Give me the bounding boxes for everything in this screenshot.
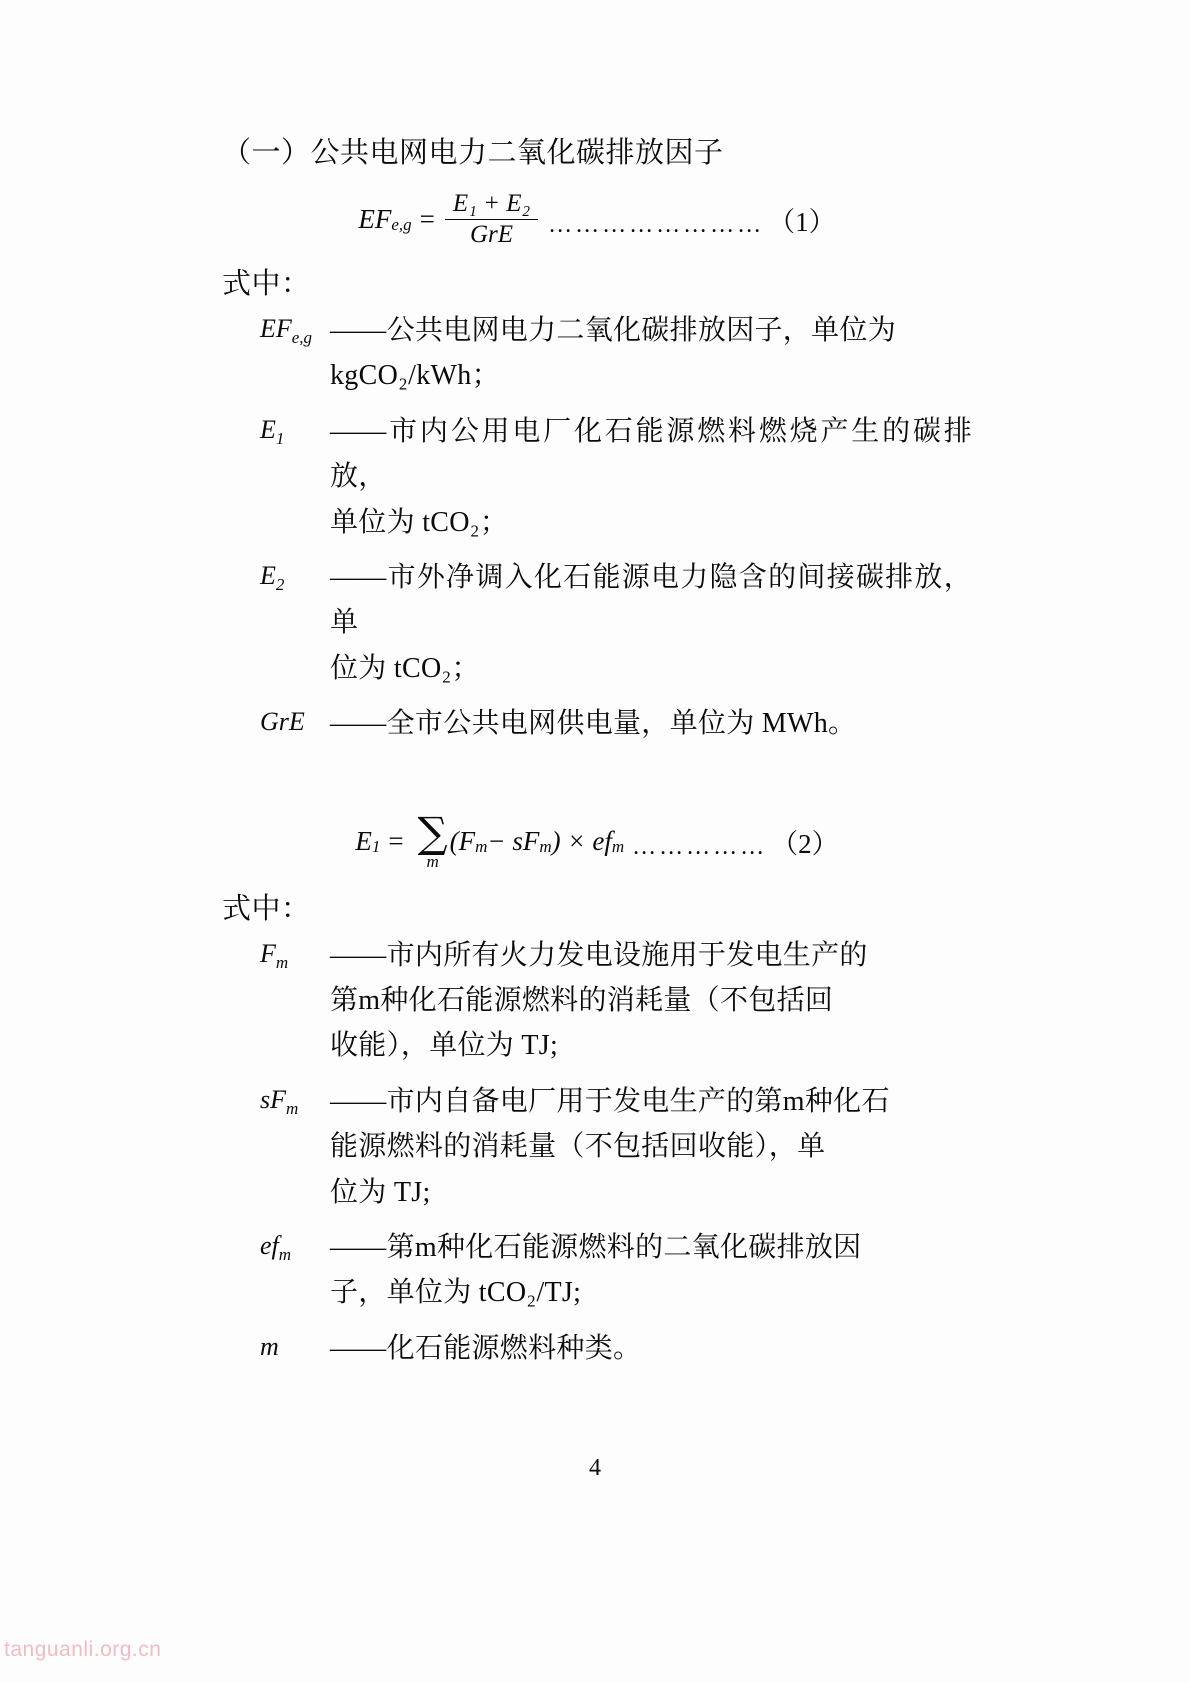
definition-symbol-subscript: m — [275, 952, 289, 972]
definition-text — [330, 308, 972, 399]
definition-symbol-main: E — [260, 414, 276, 444]
definition-text — [330, 701, 972, 746]
definition-symbol — [222, 555, 330, 597]
definition-text-line: ——全市公共电网供电量，单位为 MWh。 — [330, 707, 857, 739]
definition-symbol — [222, 1079, 330, 1121]
formula-2-number: （2） — [771, 828, 839, 859]
definition-item-fm — [222, 933, 972, 1069]
definition-symbol-main: m — [260, 1331, 279, 1361]
label-shizhong-1: 式中： — [222, 268, 311, 301]
formula-1-leader-dots: …………………… — [548, 211, 765, 238]
formula-1-denominator: GrE — [469, 221, 514, 249]
definition-symbol-subscript: 1 — [275, 428, 285, 448]
label-shizhong-2: 式中： — [222, 892, 311, 925]
definition-text — [330, 409, 972, 545]
definition-list-2 — [222, 933, 972, 1371]
definition-text-line: 单位为 tCO₂； — [330, 506, 509, 538]
definition-text-line: 能源燃料的消耗量（不包括回收能），单 — [330, 1131, 826, 1163]
sigma-glyph: ∑ — [417, 808, 448, 858]
definition-text-line: ——化石能源燃料种类。 — [330, 1332, 642, 1364]
formula-2-ef-subscript: m — [611, 837, 625, 857]
definition-item-gre — [222, 701, 972, 746]
definition-item-e1 — [222, 409, 972, 545]
definition-text-line: 子，单位为 tCO₂/TJ; — [330, 1277, 582, 1309]
definition-text-line: ——公共电网电力二氧化碳排放因子，单位为 — [330, 315, 897, 347]
formula-2-sub-2: m — [539, 837, 552, 857]
formula-1-equals: = — [419, 203, 435, 234]
summation-icon — [417, 808, 448, 871]
formula-2-minus: − sF — [487, 825, 540, 856]
definition-text — [330, 555, 972, 691]
definition-symbol-main: EF — [260, 314, 292, 344]
definition-text — [330, 933, 972, 1069]
page-number: 4 — [589, 1455, 601, 1481]
definition-symbol-subscript: m — [278, 1244, 292, 1264]
definition-symbol — [222, 1326, 330, 1368]
definition-symbol-subscript: m — [286, 1098, 299, 1118]
definition-symbol-main: E — [260, 560, 276, 590]
definition-item-efm — [222, 1225, 972, 1316]
definition-text-line: 收能），单位为 TJ; — [330, 1030, 559, 1062]
page-title: （一）公共电网电力二氧化碳排放因子 — [222, 137, 724, 169]
formula-1-number: （1） — [768, 206, 836, 237]
sigma-lower-limit: m — [426, 851, 439, 871]
definition-text-line: 位为 TJ; — [330, 1176, 431, 1208]
formula-2-sub-1: m — [475, 837, 488, 857]
formula-1-lhs: EF — [358, 203, 392, 234]
definition-symbol — [222, 701, 330, 743]
formula-2-ef: ef — [592, 825, 612, 856]
definition-item-m — [222, 1326, 972, 1371]
definition-item-efeg — [222, 308, 972, 399]
definition-symbol — [222, 1225, 330, 1267]
definition-symbol-subscript: e,g — [291, 328, 313, 348]
formula-2-lhs: E — [355, 825, 372, 856]
definition-text-line: kgCO₂/kWh； — [330, 360, 500, 392]
formula-2-expression — [355, 808, 625, 871]
definition-item-e2 — [222, 555, 972, 691]
definition-text-line: ——市外净调入化石能源电力隐含的间接碳排放，单 — [330, 561, 972, 639]
formula-2 — [222, 808, 972, 871]
formula-2-leader-dots: …………… — [632, 833, 768, 860]
definition-symbol — [222, 933, 330, 975]
definition-item-sfm — [222, 1079, 972, 1215]
definition-symbol-main: sF — [260, 1084, 286, 1114]
formula-2-close: ) × — [551, 825, 586, 856]
definition-text — [330, 1225, 972, 1316]
definition-symbol — [222, 409, 330, 451]
definition-symbol-main: GrE — [260, 706, 305, 736]
watermark: tanguanli.org.cn — [4, 1638, 162, 1661]
formula-2-open: (F — [449, 825, 476, 856]
definition-symbol — [222, 308, 330, 350]
definition-text-line: ——市内公用电厂化石能源燃料燃烧产生的碳排放， — [330, 415, 972, 493]
formula-1-numerator: E₁ + E₂ — [452, 189, 531, 217]
definition-text-line: ——市内自备电厂用于发电生产的第m种化石 — [330, 1085, 890, 1117]
formula-2-lhs-subscript: 1 — [371, 837, 381, 857]
definition-symbol-main: ef — [260, 1230, 279, 1260]
definition-text — [330, 1326, 972, 1371]
formula-1 — [222, 190, 972, 250]
formula-1-expression — [358, 190, 540, 250]
definition-text-line: ——第m种化石能源燃料的二氧化碳排放因 — [330, 1231, 862, 1263]
document-content — [222, 132, 972, 1381]
formula-1-fraction — [445, 190, 538, 250]
definition-symbol-subscript: 2 — [275, 574, 285, 594]
definition-text — [330, 1079, 972, 1215]
definition-symbol-main: F — [260, 938, 276, 968]
definition-text-line: 第m种化石能源燃料的消耗量（不包括回 — [330, 985, 834, 1017]
definition-text-line: ——市内所有火力发电设施用于发电生产的 — [330, 939, 868, 971]
definition-text-line: 位为 tCO₂； — [330, 652, 480, 684]
formula-2-equals: = — [388, 825, 404, 856]
definition-list-1 — [222, 308, 972, 746]
formula-1-lhs-subscript: e,g — [391, 215, 412, 235]
